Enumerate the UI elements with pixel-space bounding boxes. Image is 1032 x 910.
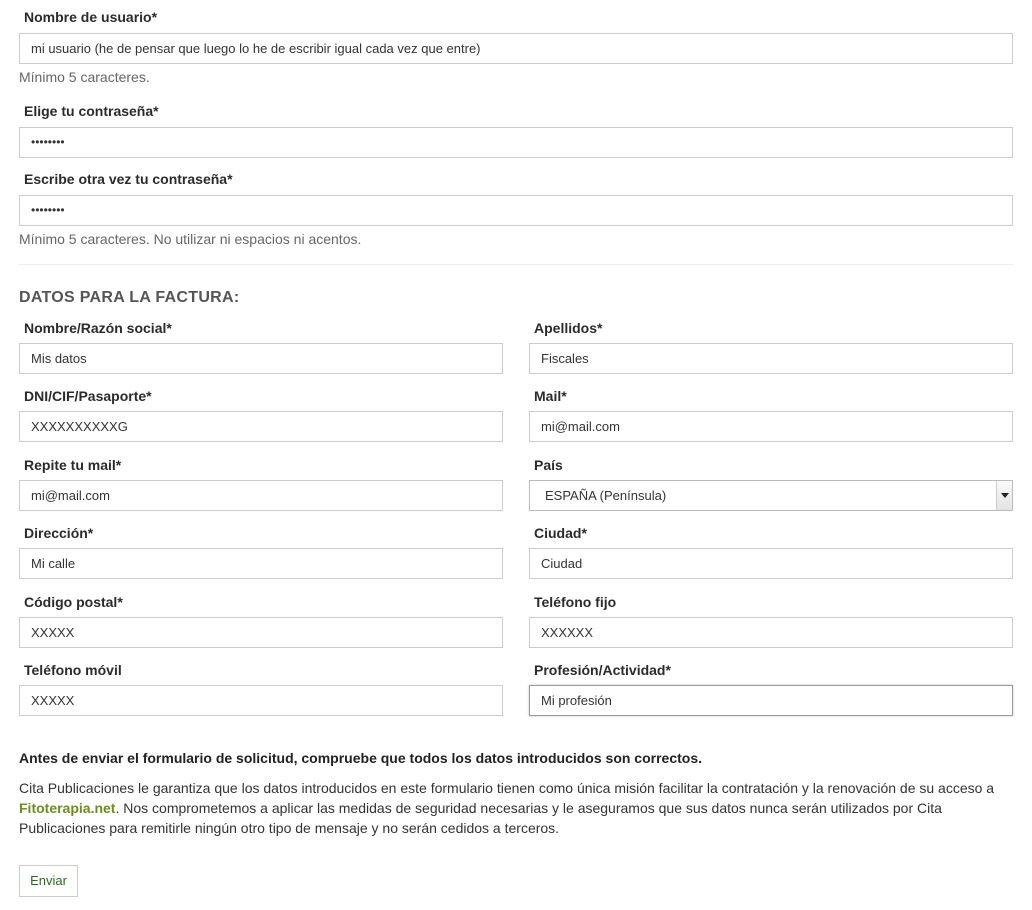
- profesion-label: Profesión/Actividad*: [534, 662, 671, 678]
- mail-label: Mail*: [534, 388, 567, 404]
- direccion-input[interactable]: Mi calle: [19, 548, 503, 579]
- direccion-label: Dirección*: [24, 525, 94, 541]
- verification-notice: Antes de enviar el formulario de solicitud, compruebe que todos los datos introducidos son correctos.: [19, 750, 703, 766]
- billing-section-title: DATOS PARA LA FACTURA:: [19, 289, 240, 306]
- mail-input[interactable]: mi@mail.com: [529, 411, 1013, 442]
- tel-movil-input[interactable]: XXXXX: [19, 685, 503, 716]
- pais-selected-value: ESPAÑA (Península): [545, 488, 667, 503]
- username-label: Nombre de usuario*: [24, 9, 158, 25]
- username-input[interactable]: mi usuario (he de pensar que luego lo he de escribir igual cada vez que entre): [19, 33, 1013, 64]
- password-repeat-input[interactable]: ••••••••: [19, 195, 1013, 226]
- cp-label: Código postal*: [24, 594, 123, 610]
- tel-fijo-label: Teléfono fijo: [534, 594, 617, 610]
- dni-input[interactable]: XXXXXXXXXXG: [19, 411, 503, 442]
- privacy-text-after: . Nos comprometemos a aplicar las medidas de seguridad necesarias y le aseguramos que sus datos nunca serán utilizados por Cita Publicaciones para remitirle ningún otro tipo de mensaje y no serán cedidos a terceros.: [19, 800, 942, 836]
- fitoterapia-link[interactable]: Fitoterapia.net: [19, 800, 116, 816]
- chevron-down-icon[interactable]: [996, 481, 1012, 510]
- repite-mail-input[interactable]: mi@mail.com: [19, 480, 503, 511]
- ciudad-label: Ciudad*: [534, 525, 587, 541]
- nombre-input[interactable]: Mis datos: [19, 343, 503, 374]
- repite-mail-label: Repite tu mail*: [24, 457, 122, 473]
- privacy-paragraph: [19, 778, 1004, 838]
- tel-movil-label: Teléfono móvil: [24, 662, 122, 678]
- cp-input[interactable]: XXXXX: [19, 617, 503, 648]
- tel-fijo-input[interactable]: XXXXXX: [529, 617, 1013, 648]
- privacy-text-before: Cita Publicaciones le garantiza que los datos introducidos en este formulario tienen como única misión facilitar la contratación y la renovación de su acceso a: [19, 780, 995, 796]
- password-label: Elige tu contraseña*: [24, 103, 159, 119]
- ciudad-input[interactable]: Ciudad: [529, 548, 1013, 579]
- username-help: Mínimo 5 caracteres.: [19, 69, 150, 85]
- nombre-label: Nombre/Razón social*: [24, 320, 172, 336]
- apellidos-input[interactable]: Fiscales: [529, 343, 1013, 374]
- password-repeat-label: Escribe otra vez tu contraseña*: [24, 171, 233, 187]
- pais-label: País: [534, 457, 563, 473]
- submit-button[interactable]: Enviar: [19, 865, 78, 897]
- apellidos-label: Apellidos*: [534, 320, 603, 336]
- pais-select[interactable]: [529, 480, 1013, 511]
- section-divider: [19, 264, 1013, 265]
- password-input[interactable]: ••••••••: [19, 127, 1013, 158]
- password-help: Mínimo 5 caracteres. No utilizar ni espacios ni acentos.: [19, 231, 362, 247]
- profesion-input[interactable]: Mi profesión: [529, 685, 1013, 716]
- dni-label: DNI/CIF/Pasaporte*: [24, 388, 152, 404]
